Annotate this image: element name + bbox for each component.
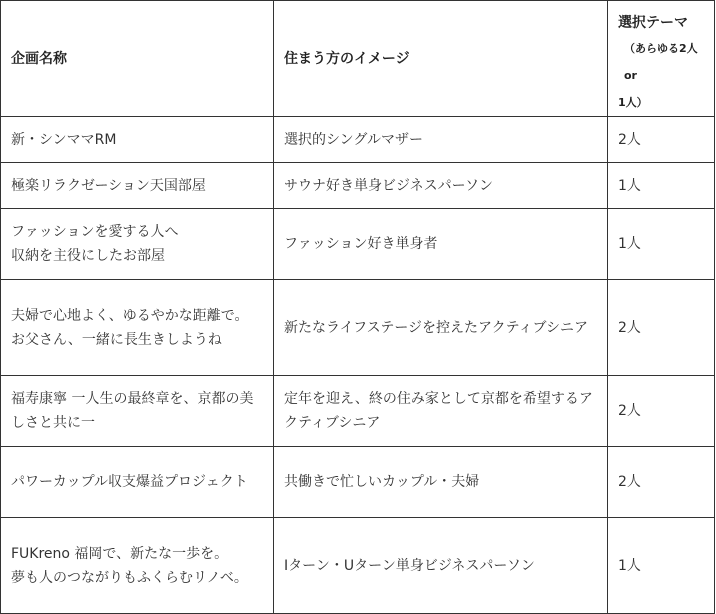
plan-name-cell: FUKreno 福岡で、新たな一歩を。 夢も人のつながりもふくらむリノベ。 bbox=[1, 518, 274, 614]
table-row bbox=[1, 447, 715, 518]
header-theme-note-line1: （あらゆる2人or bbox=[624, 42, 698, 82]
header-theme-note-line2: 1人） bbox=[618, 96, 648, 109]
header-resident-image: 住まう方のイメージ bbox=[274, 1, 608, 117]
theme-cell: 1人 bbox=[608, 518, 715, 614]
resident-image-cell: 新たなライフステージを控えたアクティブシニア bbox=[274, 280, 608, 376]
header-plan-name: 企画名称 bbox=[1, 1, 274, 117]
theme-cell: 2人 bbox=[608, 376, 715, 447]
resident-image-cell: 定年を迎え、終の住み家として京都を希望するアクティブシニア bbox=[274, 376, 608, 447]
header-theme-title: 選択テーマ bbox=[618, 15, 688, 31]
table-row bbox=[1, 163, 715, 209]
header-selected-theme bbox=[608, 1, 715, 117]
plan-name-cell: パワーカップル収支爆益プロジェクト bbox=[1, 447, 274, 518]
plan-name-cell: 極楽リラクゼーション天国部屋 bbox=[1, 163, 274, 209]
resident-image-cell: ファッション好き単身者 bbox=[274, 209, 608, 280]
plan-name-cell: 福寿康寧 一人生の最終章を、京都の美しさと共に一 bbox=[1, 376, 274, 447]
table-row bbox=[1, 376, 715, 447]
plan-name-cell: 夫婦で心地よく、ゆるやかな距離で。 お父さん、一緒に長生きしようね bbox=[1, 280, 274, 376]
theme-cell: 2人 bbox=[608, 447, 715, 518]
theme-cell: 2人 bbox=[608, 117, 715, 163]
plan-name-cell: 新・シンママRM bbox=[1, 117, 274, 163]
resident-image-cell: 共働きで忙しいカップル・夫婦 bbox=[274, 447, 608, 518]
resident-image-cell: サウナ好き単身ビジネスパーソン bbox=[274, 163, 608, 209]
theme-cell: 1人 bbox=[608, 209, 715, 280]
plan-name-cell: ファッションを愛する人へ 収納を主役にしたお部屋 bbox=[1, 209, 274, 280]
theme-cell: 1人 bbox=[608, 163, 715, 209]
table-row bbox=[1, 209, 715, 280]
resident-image-cell: Iターン・Uターン単身ビジネスパーソン bbox=[274, 518, 608, 614]
table-row bbox=[1, 280, 715, 376]
table-row bbox=[1, 518, 715, 614]
resident-image-cell: 選択的シングルマザー bbox=[274, 117, 608, 163]
table-row bbox=[1, 117, 715, 163]
table-header-row bbox=[1, 1, 715, 117]
theme-cell: 2人 bbox=[608, 280, 715, 376]
